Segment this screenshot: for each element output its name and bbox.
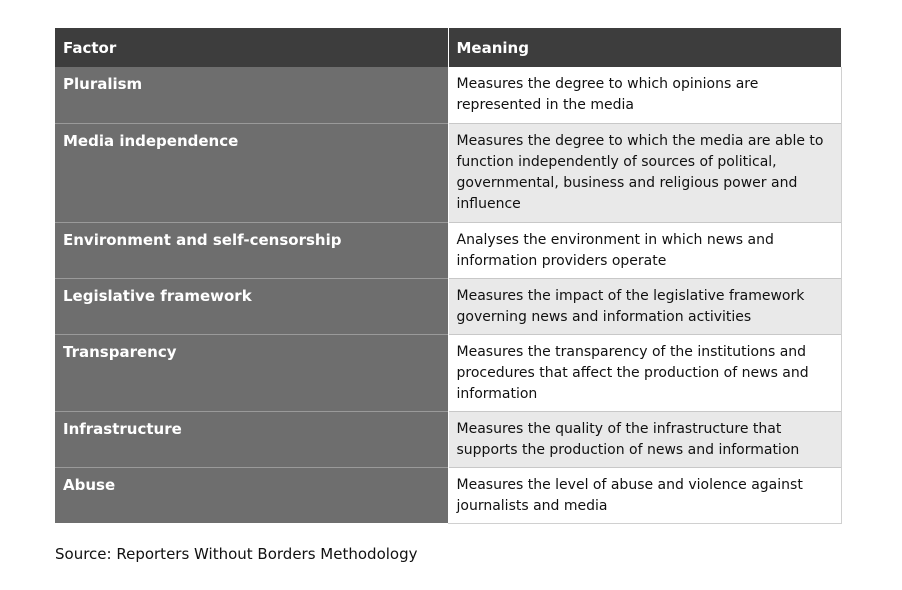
table-row xyxy=(55,467,841,523)
meaning-cell: Measures the level of abuse and violence against journalists and media xyxy=(448,467,841,523)
factor-cell: Legislative framework xyxy=(55,278,448,334)
meaning-cell: Measures the impact of the legislative framework governing news and information activities xyxy=(448,278,841,334)
header-factor: Factor xyxy=(55,28,448,67)
table-row xyxy=(55,123,841,222)
table-row xyxy=(55,222,841,278)
factor-cell: Transparency xyxy=(55,334,448,411)
meaning-cell: Measures the degree to which opinions are represented in the media xyxy=(448,67,841,123)
factor-cell: Abuse xyxy=(55,467,448,523)
factor-table-container xyxy=(55,28,841,524)
table-row xyxy=(55,278,841,334)
factor-cell: Environment and self-censorship xyxy=(55,222,448,278)
header-meaning: Meaning xyxy=(448,28,841,67)
meaning-cell: Analyses the environment in which news and information providers operate xyxy=(448,222,841,278)
table-row xyxy=(55,411,841,467)
table-row xyxy=(55,67,841,123)
table-row xyxy=(55,334,841,411)
source-caption: Source: Reporters Without Borders Methodology xyxy=(55,545,418,563)
factor-cell: Infrastructure xyxy=(55,411,448,467)
factor-cell: Pluralism xyxy=(55,67,448,123)
meaning-cell: Measures the degree to which the media are able to function independently of sources of political, governmental, business and religious power and influence xyxy=(448,123,841,222)
table-header-row xyxy=(55,28,841,67)
factor-cell: Media independence xyxy=(55,123,448,222)
meaning-cell: Measures the transparency of the institutions and procedures that affect the production of news and information xyxy=(448,334,841,411)
meaning-cell: Measures the quality of the infrastructure that supports the production of news and information xyxy=(448,411,841,467)
factor-table xyxy=(55,28,842,524)
